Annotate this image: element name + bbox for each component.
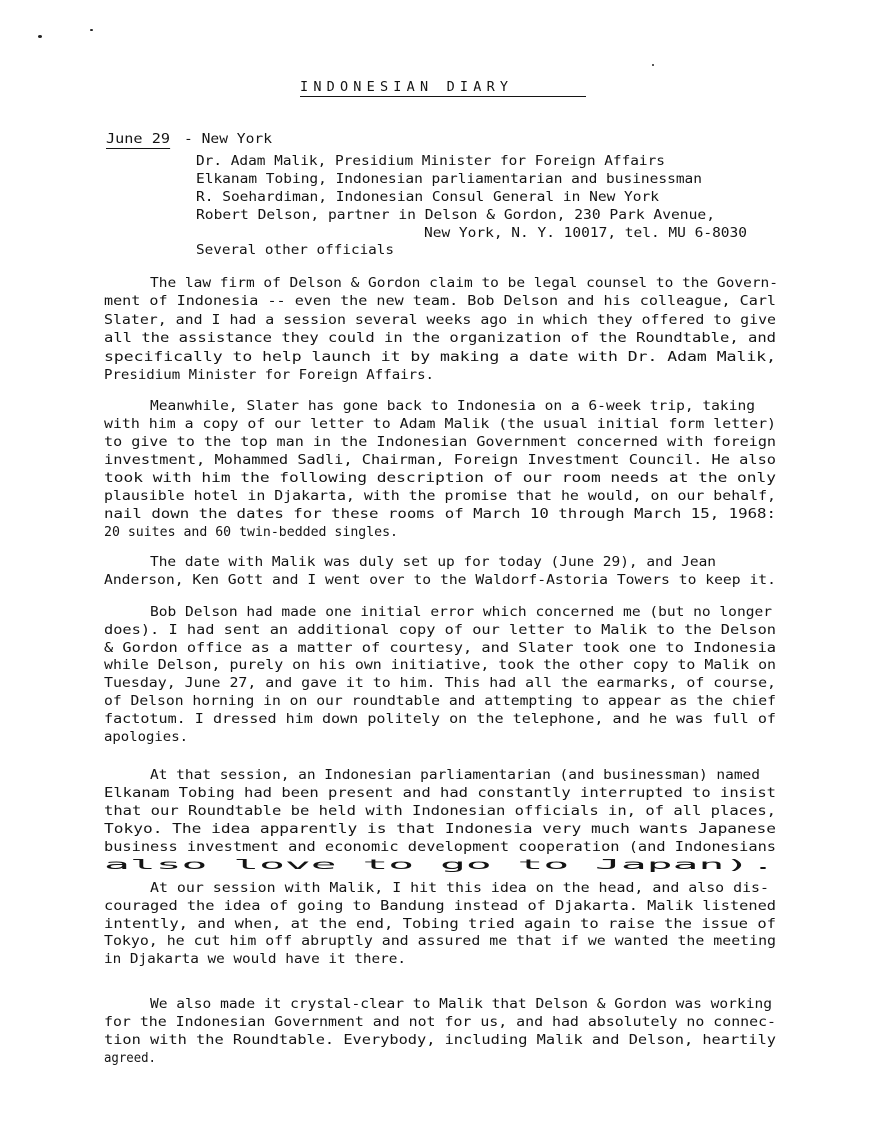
paragraph-line: At that session, an Indonesian parliamentarian (and businessman) named: [150, 767, 760, 783]
paragraph-line: Meanwhile, Slater has gone back to Indonesia on a 6-week trip, taking: [150, 398, 755, 414]
paragraph-line: factotum. I dressed him down politely on the telephone, and he was full of: [104, 710, 776, 727]
attendee-line: Robert Delson, partner in Delson & Gordon, 230 Park Avenue,: [196, 207, 715, 223]
page-title: INDONESIAN DIARY: [300, 79, 586, 97]
paragraph-line: business investment and economic development cooperation (and Indonesians: [104, 839, 776, 855]
attendee-line: R. Soehardiman, Indonesian Consul General in New York: [196, 189, 659, 205]
paragraph-line: & Gordon office as a matter of courtesy, and Slater took one to Indonesia: [104, 639, 776, 656]
paragraph-line: with him a copy of our letter to Adam Malik (the usual initial form letter): [104, 416, 776, 432]
paragraph-line: Tuesday, June 27, and gave it to him. This had all the earmarks, of course,: [104, 675, 776, 692]
paragraph-line: specifically to help launch it by making a date with Dr. Adam Malik,: [104, 348, 776, 365]
paragraph-line: intently, and when, at the end, Tobing tried again to raise the issue of: [104, 915, 776, 932]
paragraph-line: nail down the dates for these rooms of March 10 through March 15, 1968:: [104, 506, 776, 522]
paragraph-line: Elkanam Tobing had been present and had constantly interrupted to insist: [104, 785, 776, 801]
paragraph-line: Presidium Minister for Foreign Affairs.: [104, 367, 434, 383]
paragraph-line: in Djakarta we would have it there.: [104, 951, 406, 968]
entry-date: June 29: [106, 131, 170, 147]
paragraph-line: for the Indonesian Government and not for us, and had absolutely no connec-: [104, 1014, 776, 1030]
attendee-line: Dr. Adam Malik, Presidium Minister for Foreign Affairs: [196, 153, 665, 169]
paragraph-line: apologies.: [104, 728, 188, 745]
paragraph-line: Tokyo. The idea apparently is that Indonesia very much wants Japanese: [104, 821, 776, 837]
paragraph-line: The date with Malik was duly set up for today (June 29), and Jean: [150, 554, 716, 570]
paragraph-line: agreed.: [104, 1050, 156, 1066]
paragraph-line: also love to go to Japan).: [104, 857, 776, 873]
paragraph-line: plausible hotel in Djakarta, with the promise that he would, on our behalf,: [104, 488, 776, 504]
paragraph-line: tion with the Roundtable. Everybody, including Malik and Delson, heartily: [104, 1032, 776, 1048]
paragraph-line: 20 suites and 60 twin-bedded singles.: [104, 524, 398, 540]
paragraph-line: that our Roundtable be held with Indonesian officials in, of all places,: [104, 803, 776, 819]
paragraph-line: Anderson, Ken Gott and I went over to the Waldorf-Astoria Towers to keep it.: [104, 572, 776, 588]
attendee-line: Elkanam Tobing, Indonesian parliamentarian and businessman: [196, 171, 702, 187]
paragraph-line: Tokyo, he cut him off abruptly and assured me that if we wanted the meeting: [104, 933, 776, 950]
scan-speck: [38, 35, 42, 38]
entry-location: - New York: [184, 131, 272, 147]
paragraph-line: all the assistance they could in the organization of the Roundtable, and: [104, 330, 776, 347]
scan-speck: [90, 29, 93, 31]
scan-speck: [652, 64, 654, 66]
paragraph-line: We also made it crystal-clear to Malik that Delson & Gordon was working: [150, 996, 772, 1012]
paragraph-line: The law firm of Delson & Gordon claim to be legal counsel to the Govern-: [150, 275, 778, 291]
attendee-line: New York, N. Y. 10017, tel. MU 6-8030: [424, 225, 747, 241]
paragraph-line: Slater, and I had a session several weeks ago in which they offered to give: [104, 311, 776, 328]
paragraph-line: couraged the idea of going to Bandung instead of Djakarta. Malik listened: [104, 897, 776, 914]
paragraph-line: does). I had sent an additional copy of our letter to Malik to the Delson: [104, 621, 776, 638]
paragraph-line: took with him the following description of our room needs at the only: [104, 470, 776, 486]
paragraph-line: At our session with Malik, I hit this idea on the head, and also dis-: [150, 880, 769, 896]
paragraph-line: to give to the top man in the Indonesian Government concerned with foreign: [104, 434, 776, 450]
paragraph-line: investment, Mohammed Sadli, Chairman, Foreign Investment Council. He also: [104, 452, 776, 468]
paragraph-line: ment of Indonesia -- even the new team. Bob Delson and his colleague, Carl: [104, 293, 776, 310]
attendee-line: Several other officials: [196, 242, 394, 258]
paragraph-line: while Delson, purely on his own initiative, took the other copy to Malik on: [104, 657, 776, 674]
paragraph-line: of Delson horning in on our roundtable and attempting to appear as the chief: [104, 693, 776, 709]
paragraph-line: Bob Delson had made one initial error which concerned me (but no longer: [150, 604, 772, 620]
